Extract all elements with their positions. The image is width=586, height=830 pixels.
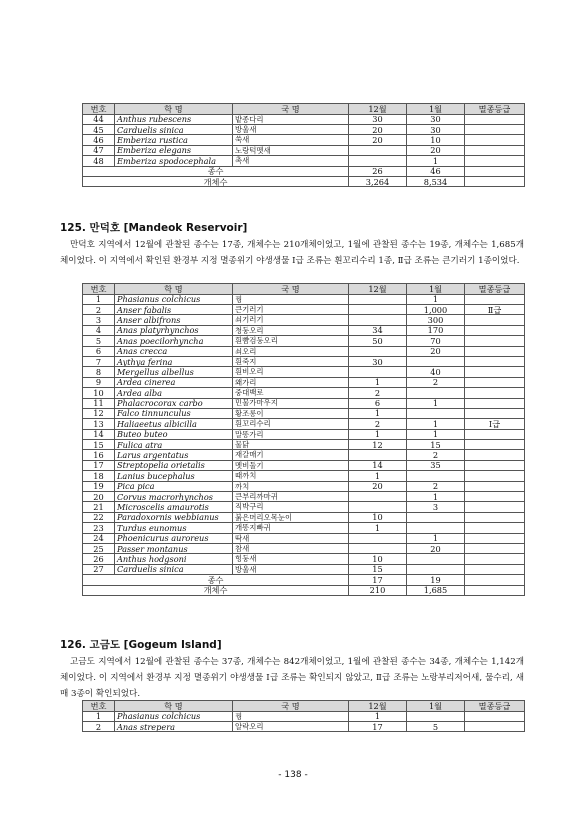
endangered-grade	[465, 408, 525, 418]
header-jan: 1월	[407, 701, 465, 712]
january-count: 1	[407, 398, 465, 408]
january-count: 1	[407, 294, 465, 304]
korean-name: 붉은머리오목눈이	[233, 512, 349, 522]
total-label: 종수	[83, 166, 349, 176]
table-row	[83, 533, 525, 543]
scientific-name: Passer montanus	[115, 543, 233, 553]
korean-name: 때까치	[233, 471, 349, 481]
korean-name: 재갈매기	[233, 450, 349, 460]
total-label: 종수	[83, 575, 349, 585]
row-number: 48	[83, 156, 115, 166]
endangered-grade	[465, 156, 525, 166]
species-table-continued	[82, 103, 525, 187]
january-count: 300	[407, 315, 465, 325]
scientific-name: Corvus macrorhynchos	[115, 492, 233, 502]
december-count: 14	[349, 460, 407, 470]
table-row	[83, 304, 525, 314]
endangered-grade	[465, 294, 525, 304]
row-number: 20	[83, 492, 115, 502]
species-table-mandeok	[82, 283, 525, 596]
scientific-name: Haliaeetus albicilla	[115, 419, 233, 429]
row-number: 2	[83, 304, 115, 314]
header-korean-name: 국 명	[233, 701, 349, 712]
korean-name: 흰죽지	[233, 356, 349, 366]
endangered-grade	[465, 346, 525, 356]
row-number: 46	[83, 135, 115, 145]
header-scientific-name: 학 명	[115, 284, 233, 295]
table-row	[83, 512, 525, 522]
endangered-grade: Ⅰ급	[465, 419, 525, 429]
endangered-grade	[465, 481, 525, 491]
december-count: 6	[349, 398, 407, 408]
table-row	[83, 440, 525, 450]
january-count	[407, 564, 465, 574]
scientific-name: Larus argentatus	[115, 450, 233, 460]
table-row	[83, 554, 525, 564]
december-count: 30	[349, 356, 407, 366]
january-count: 1,000	[407, 304, 465, 314]
table-row	[83, 315, 525, 325]
january-count: 35	[407, 460, 465, 470]
total-grade	[465, 575, 525, 585]
total-grade	[465, 166, 525, 176]
scientific-name: Anser albifrons	[115, 315, 233, 325]
row-number: 15	[83, 440, 115, 450]
december-count: 30	[349, 114, 407, 124]
table-row	[83, 564, 525, 574]
january-count: 15	[407, 440, 465, 450]
january-count: 1	[407, 429, 465, 439]
total-row	[83, 176, 525, 186]
header-scientific-name: 학 명	[115, 104, 233, 115]
korean-name: 딱새	[233, 533, 349, 543]
scientific-name: Pica pica	[115, 481, 233, 491]
scientific-name: Aythya ferina	[115, 356, 233, 366]
table-row	[83, 367, 525, 377]
korean-name: 방울새	[233, 564, 349, 574]
table-row	[83, 135, 525, 145]
endangered-grade	[465, 367, 525, 377]
january-count: 20	[407, 145, 465, 155]
table-row	[83, 523, 525, 533]
row-number: 2	[83, 721, 115, 731]
scientific-name: Lanius bucephalus	[115, 471, 233, 481]
table-row	[83, 124, 525, 134]
header-grade: 멸종등급	[465, 701, 525, 712]
table-row	[83, 721, 525, 731]
january-count	[407, 554, 465, 564]
january-count: 30	[407, 114, 465, 124]
endangered-grade	[465, 512, 525, 522]
total-december: 17	[349, 575, 407, 585]
header-dec: 12월	[349, 701, 407, 712]
endangered-grade	[465, 325, 525, 335]
endangered-grade	[465, 114, 525, 124]
scientific-name: Phalacrocorax carbo	[115, 398, 233, 408]
row-number: 3	[83, 315, 115, 325]
scientific-name: Anthus hodgsoni	[115, 554, 233, 564]
korean-name: 쇠오리	[233, 346, 349, 356]
page-number: - 138 -	[278, 770, 308, 780]
endangered-grade	[465, 315, 525, 325]
endangered-grade	[465, 135, 525, 145]
december-count: 10	[349, 554, 407, 564]
row-number: 45	[83, 124, 115, 134]
korean-name: 왜가리	[233, 377, 349, 387]
december-count: 20	[349, 481, 407, 491]
scientific-name: Anthus rubescens	[115, 114, 233, 124]
korean-name: 참새	[233, 543, 349, 553]
table-row	[83, 388, 525, 398]
scientific-name: Streptopelia orietalis	[115, 460, 233, 470]
endangered-grade	[465, 388, 525, 398]
total-grade	[465, 176, 525, 186]
january-count: 2	[407, 450, 465, 460]
korean-name: 노랑턱멧새	[233, 145, 349, 155]
endangered-grade	[465, 721, 525, 731]
row-number: 27	[83, 564, 115, 574]
korean-name: 큰기러기	[233, 304, 349, 314]
scientific-name: Carduelis sinica	[115, 564, 233, 574]
scientific-name: Emberiza elegans	[115, 145, 233, 155]
endangered-grade	[465, 492, 525, 502]
korean-name: 말똥가리	[233, 429, 349, 439]
december-count: 1	[349, 471, 407, 481]
table-row	[83, 471, 525, 481]
total-december: 3,264	[349, 176, 407, 186]
row-number: 25	[83, 543, 115, 553]
january-count: 40	[407, 367, 465, 377]
table-row	[83, 492, 525, 502]
row-number: 9	[83, 377, 115, 387]
korean-name: 흰뺨검둥오리	[233, 336, 349, 346]
endangered-grade	[465, 398, 525, 408]
endangered-grade	[465, 336, 525, 346]
korean-name: 꿩	[233, 711, 349, 721]
january-count: 30	[407, 124, 465, 134]
december-count	[349, 294, 407, 304]
table-row	[83, 502, 525, 512]
row-number: 26	[83, 554, 115, 564]
korean-name: 까치	[233, 481, 349, 491]
table-row	[83, 145, 525, 155]
korean-name: 방울새	[233, 124, 349, 134]
scientific-name: Ardea alba	[115, 388, 233, 398]
korean-name: 흰꼬리수리	[233, 419, 349, 429]
row-number: 18	[83, 471, 115, 481]
row-number: 12	[83, 408, 115, 418]
header-no: 번호	[83, 104, 115, 115]
scientific-name: Phoenicurus auroreus	[115, 533, 233, 543]
endangered-grade	[465, 429, 525, 439]
scientific-name: Paradoxornis webbianus	[115, 512, 233, 522]
row-number: 11	[83, 398, 115, 408]
endangered-grade	[465, 523, 525, 533]
section-paragraph-mandeok: 만덕호 지역에서 12월에 관찰된 종수는 17종, 개체수는 210개체이었고, 1월에 관찰된 종수는 19종, 개체수는 1,685개체이었다. 이 지역에서 확인된 환경부 지정 멸종위기 야생생물 Ⅰ급 조류는 흰꼬리수리 1종, Ⅱ급 조류는 큰기러기 1종이었다.	[60, 240, 524, 267]
december-count	[349, 543, 407, 553]
january-count	[407, 512, 465, 522]
january-count: 3	[407, 502, 465, 512]
december-count: 50	[349, 336, 407, 346]
january-count: 20	[407, 346, 465, 356]
endangered-grade	[465, 711, 525, 721]
row-number: 10	[83, 388, 115, 398]
row-number: 44	[83, 114, 115, 124]
december-count	[349, 346, 407, 356]
december-count	[349, 156, 407, 166]
endangered-grade	[465, 145, 525, 155]
scientific-name: Emberiza spodocephala	[115, 156, 233, 166]
row-number: 13	[83, 419, 115, 429]
header-jan: 1월	[407, 284, 465, 295]
row-number: 22	[83, 512, 115, 522]
december-count: 15	[349, 564, 407, 574]
december-count: 12	[349, 440, 407, 450]
december-count: 20	[349, 135, 407, 145]
table-row	[83, 377, 525, 387]
december-count	[349, 315, 407, 325]
endangered-grade	[465, 377, 525, 387]
december-count: 1	[349, 408, 407, 418]
endangered-grade	[465, 124, 525, 134]
scientific-name: Emberiza rustica	[115, 135, 233, 145]
january-count: 2	[407, 481, 465, 491]
table-row	[83, 543, 525, 553]
scientific-name: Ardea cinerea	[115, 377, 233, 387]
scientific-name: Phasianus colchicus	[115, 294, 233, 304]
january-count: 1	[407, 419, 465, 429]
december-count: 34	[349, 325, 407, 335]
table-row	[83, 114, 525, 124]
total-row	[83, 166, 525, 176]
december-count	[349, 492, 407, 502]
december-count: 17	[349, 721, 407, 731]
total-label: 개체수	[83, 176, 349, 186]
korean-name: 밭종다리	[233, 114, 349, 124]
december-count	[349, 450, 407, 460]
scientific-name: Anas crecca	[115, 346, 233, 356]
december-count: 1	[349, 429, 407, 439]
endangered-grade	[465, 471, 525, 481]
korean-name: 멧비둘기	[233, 460, 349, 470]
january-count: 1	[407, 492, 465, 502]
row-number: 7	[83, 356, 115, 366]
row-number: 4	[83, 325, 115, 335]
table-row	[83, 356, 525, 366]
endangered-grade	[465, 460, 525, 470]
table-row	[83, 336, 525, 346]
table-row	[83, 325, 525, 335]
table-row	[83, 408, 525, 418]
scientific-name: Carduelis sinica	[115, 124, 233, 134]
scientific-name: Turdus eunomus	[115, 523, 233, 533]
header-scientific-name: 학 명	[115, 701, 233, 712]
december-count	[349, 367, 407, 377]
total-december: 26	[349, 166, 407, 176]
endangered-grade	[465, 450, 525, 460]
january-count	[407, 471, 465, 481]
table-row	[83, 711, 525, 721]
december-count: 1	[349, 377, 407, 387]
header-korean-name: 국 명	[233, 104, 349, 115]
korean-name: 힝둥새	[233, 554, 349, 564]
endangered-grade	[465, 554, 525, 564]
total-january: 1,685	[407, 585, 465, 595]
total-grade	[465, 585, 525, 595]
table-row	[83, 346, 525, 356]
total-row	[83, 585, 525, 595]
endangered-grade: Ⅱ급	[465, 304, 525, 314]
header-row	[83, 284, 525, 295]
korean-name: 꿩	[233, 294, 349, 304]
january-count	[407, 408, 465, 418]
scientific-name: Falco tinnunculus	[115, 408, 233, 418]
december-count	[349, 502, 407, 512]
header-no: 번호	[83, 701, 115, 712]
december-count: 20	[349, 124, 407, 134]
scientific-name: Anser fabalis	[115, 304, 233, 314]
total-january: 19	[407, 575, 465, 585]
total-january: 46	[407, 166, 465, 176]
scientific-name: Anas strepera	[115, 721, 233, 731]
row-number: 1	[83, 294, 115, 304]
endangered-grade	[465, 564, 525, 574]
korean-name: 황조롱이	[233, 408, 349, 418]
korean-name: 중대백로	[233, 388, 349, 398]
table-row	[83, 450, 525, 460]
row-number: 8	[83, 367, 115, 377]
endangered-grade	[465, 502, 525, 512]
table-row	[83, 156, 525, 166]
row-number: 1	[83, 711, 115, 721]
section-paragraph-gogeum: 고금도 지역에서 12월에 관찰된 종수는 37종, 개체수는 842개체이었고, 1월에 관찰된 종수는 34종, 개체수는 1,142개체이었다. 이 지역에서 환경부 지정 멸종위기 야생생물 Ⅰ급 조류는 확인되지 않았고, Ⅱ급 조류는 노랑부리저어새, 물수리, 새매 3종이 확인되었다.	[60, 657, 524, 700]
header-grade: 멸종등급	[465, 104, 525, 115]
scientific-name: Phasianus colchicus	[115, 711, 233, 721]
header-jan: 1월	[407, 104, 465, 115]
section-title-gogeum: 126. 고금도 [Gogeum Island]	[60, 639, 222, 651]
korean-name: 촉새	[233, 156, 349, 166]
korean-name: 개똥지빠귀	[233, 523, 349, 533]
table-row	[83, 294, 525, 304]
table-row	[83, 398, 525, 408]
korean-name: 민물가마우지	[233, 398, 349, 408]
korean-name: 큰부리까마귀	[233, 492, 349, 502]
header-dec: 12월	[349, 104, 407, 115]
table-row	[83, 429, 525, 439]
december-count: 1	[349, 711, 407, 721]
scientific-name: Microscelis amaurotis	[115, 502, 233, 512]
table-row	[83, 460, 525, 470]
row-number: 16	[83, 450, 115, 460]
header-no: 번호	[83, 284, 115, 295]
december-count: 2	[349, 419, 407, 429]
total-january: 8,534	[407, 176, 465, 186]
december-count	[349, 145, 407, 155]
january-count: 1	[407, 533, 465, 543]
scientific-name: Anas platyrhynchos	[115, 325, 233, 335]
january-count: 2	[407, 377, 465, 387]
endangered-grade	[465, 356, 525, 366]
table-row	[83, 481, 525, 491]
row-number: 14	[83, 429, 115, 439]
korean-name: 흰비오리	[233, 367, 349, 377]
scientific-name: Buteo buteo	[115, 429, 233, 439]
korean-name: 쑥새	[233, 135, 349, 145]
endangered-grade	[465, 533, 525, 543]
january-count: 170	[407, 325, 465, 335]
endangered-grade	[465, 440, 525, 450]
total-label: 개체수	[83, 585, 349, 595]
january-count: 5	[407, 721, 465, 731]
january-count	[407, 356, 465, 366]
row-number: 17	[83, 460, 115, 470]
header-dec: 12월	[349, 284, 407, 295]
korean-name: 청둥오리	[233, 325, 349, 335]
scientific-name: Fulica atra	[115, 440, 233, 450]
january-count: 10	[407, 135, 465, 145]
korean-name: 직박구리	[233, 502, 349, 512]
january-count	[407, 388, 465, 398]
january-count: 1	[407, 156, 465, 166]
header-row	[83, 701, 525, 712]
row-number: 24	[83, 533, 115, 543]
december-count: 10	[349, 512, 407, 522]
row-number: 19	[83, 481, 115, 491]
december-count	[349, 304, 407, 314]
table-row	[83, 419, 525, 429]
row-number: 6	[83, 346, 115, 356]
korean-name: 물닭	[233, 440, 349, 450]
december-count: 2	[349, 388, 407, 398]
scientific-name: Mergellus albellus	[115, 367, 233, 377]
january-count: 20	[407, 543, 465, 553]
january-count	[407, 523, 465, 533]
row-number: 21	[83, 502, 115, 512]
total-row	[83, 575, 525, 585]
header-korean-name: 국 명	[233, 284, 349, 295]
row-number: 47	[83, 145, 115, 155]
scientific-name: Anas poecilorhyncha	[115, 336, 233, 346]
korean-name: 알락오리	[233, 721, 349, 731]
january-count	[407, 711, 465, 721]
endangered-grade	[465, 543, 525, 553]
header-row	[83, 104, 525, 115]
species-table-gogeum	[82, 700, 525, 732]
total-december: 210	[349, 585, 407, 595]
december-count: 1	[349, 523, 407, 533]
header-grade: 멸종등급	[465, 284, 525, 295]
section-title-mandeok: 125. 만덕호 [Mandeok Reservoir]	[60, 222, 248, 234]
korean-name: 쇠기러기	[233, 315, 349, 325]
january-count: 70	[407, 336, 465, 346]
december-count	[349, 533, 407, 543]
row-number: 23	[83, 523, 115, 533]
row-number: 5	[83, 336, 115, 346]
